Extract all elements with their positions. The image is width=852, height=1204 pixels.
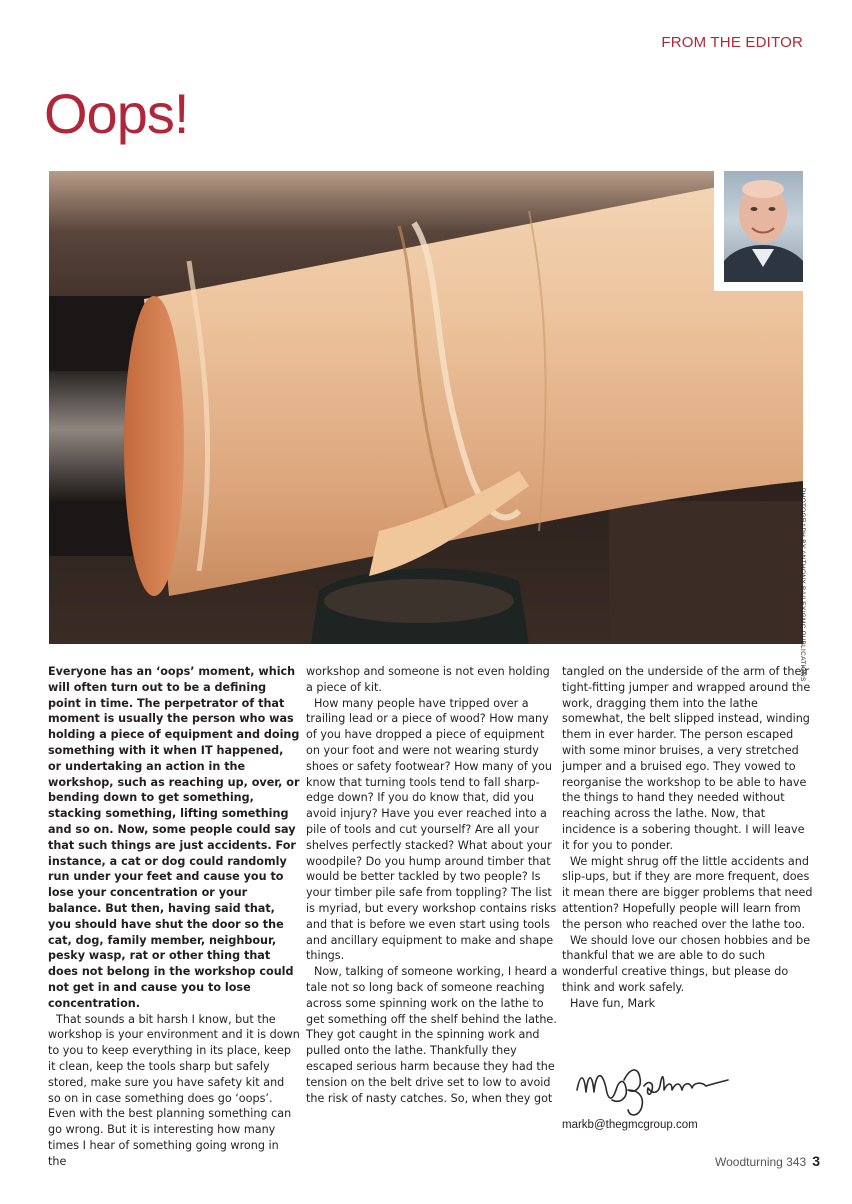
background-shadow (609, 501, 803, 644)
spindle-end-grain (124, 296, 184, 596)
page-footer (715, 1153, 820, 1171)
photo-credit: PHOTOGRAPH BY ANTHONY BAILEY/GMC PUBLICATIONS (799, 488, 806, 682)
lathe-spindle-photo (49, 171, 803, 644)
page-title: Oops! (44, 82, 189, 145)
body-paragraph: workshop and someone is not even holding a piece of kit. (306, 665, 550, 694)
body-paragraph: We should love our chosen hobbies and be thankful that we are able to do such wonderful creative things, but please do think and work safely. (562, 933, 811, 994)
editor-headshot (724, 171, 803, 282)
body-paragraph: tangled on the underside of the arm of their tight-fitting jumper and wrapped around the work, dragging them into the lathe somewhat, the belt slipped instead, winding them in ever harder. The person escaped with some minor bruises, a very stretched jumper and a bruised ego. They vowed to reorganise the workshop to be able to have the things to hand they needed without reaching across the lathe. Now, that incidence is a sobering thought. I will leave it for you to ponder. (562, 665, 811, 852)
body-paragraph: That sounds a bit harsh I know, but the workshop is your environment and it is down to you to keep everything in its place, keep it clean, keep the tools sharp but safely stored, make sure you have safety kit and so on in case something does go ‘oops’. Even with the best planning something can go wrong. But it is interesting how many times I hear of something going wrong in the (48, 1012, 300, 1168)
body-paragraph: How many people have tripped over a trailing lead or a piece of wood? How many of you have dropped a piece of equipment on your foot and were not wearing sturdy shoes or safety footwear? How many of you know that turning tools tend to fall sharp-edge down? If you do know that, did you avoid injury? Have you ever reached into a pile of tools and cut yourself? Are all your shelves perfectly stacked? What about your woodpile? Do you hump around timber that would be better tackled by two people? Is your timber pile safe from toppling? The list is myriad, but every workshop contains risks and that is before we even start using tools and ancillary equipment to make and shape things. (306, 696, 557, 963)
sign-off-text: Have fun, Mark (570, 996, 656, 1010)
tool-rest-top (324, 579, 514, 623)
magazine-issue: Woodturning 343 (715, 1155, 807, 1169)
body-paragraph: We might shrug off the little accidents and slip-ups, but if they are more frequent, does it mean there are bigger problems that need attention? Hopefully people will learn from the person who reached over the lathe too. (562, 854, 813, 931)
standfirst-paragraph: Everyone has an ‘oops’ moment, which will often turn out to be a defining point in time. The perpetrator of that moment is usually the person who was holding a piece of equipment and doing something with it when IT happened, or undertaking an action in the workshop, such as reaching up, over, or bending down to get something, stacking something, lifting something and so on. Now, some people could say that such things are just accidents. For instance, a cat or dog could randomly run under your feet and cause you to lose your concentration or your balance. But then, having said that, you should have shut the door so the cat, dog, family member, neighbour, pesky wasp, rat or other thing that does not belong in the workshop could not get in and cause you to lose concentration. (48, 665, 300, 1010)
body-paragraph: Now, talking of someone working, I heard a tale not so long back of someone reaching across some spinning work on the lathe to get something off the shelf behind the lathe. They got caught in the spinning work and pulled onto the lathe. Thankfully they escaped serious harm because they had the tension on the belt drive set to low to avoid the risk of nasty catches. So, when they got (306, 965, 558, 1105)
editor-signature (572, 1060, 732, 1120)
page-number: 3 (812, 1153, 820, 1169)
section-label: FROM THE EDITOR (661, 34, 803, 51)
article-column-1 (48, 664, 300, 1170)
portrait-eye-left (751, 207, 758, 211)
editor-headshot-frame (714, 171, 803, 291)
article-column-3 (562, 664, 814, 1012)
portrait-eye-right (769, 207, 776, 211)
portrait-head-top (742, 180, 784, 198)
signature-stroke (577, 1070, 728, 1115)
editor-email[interactable]: markb@thegmcgroup.com (562, 1119, 698, 1131)
article-column-2 (306, 664, 558, 1106)
